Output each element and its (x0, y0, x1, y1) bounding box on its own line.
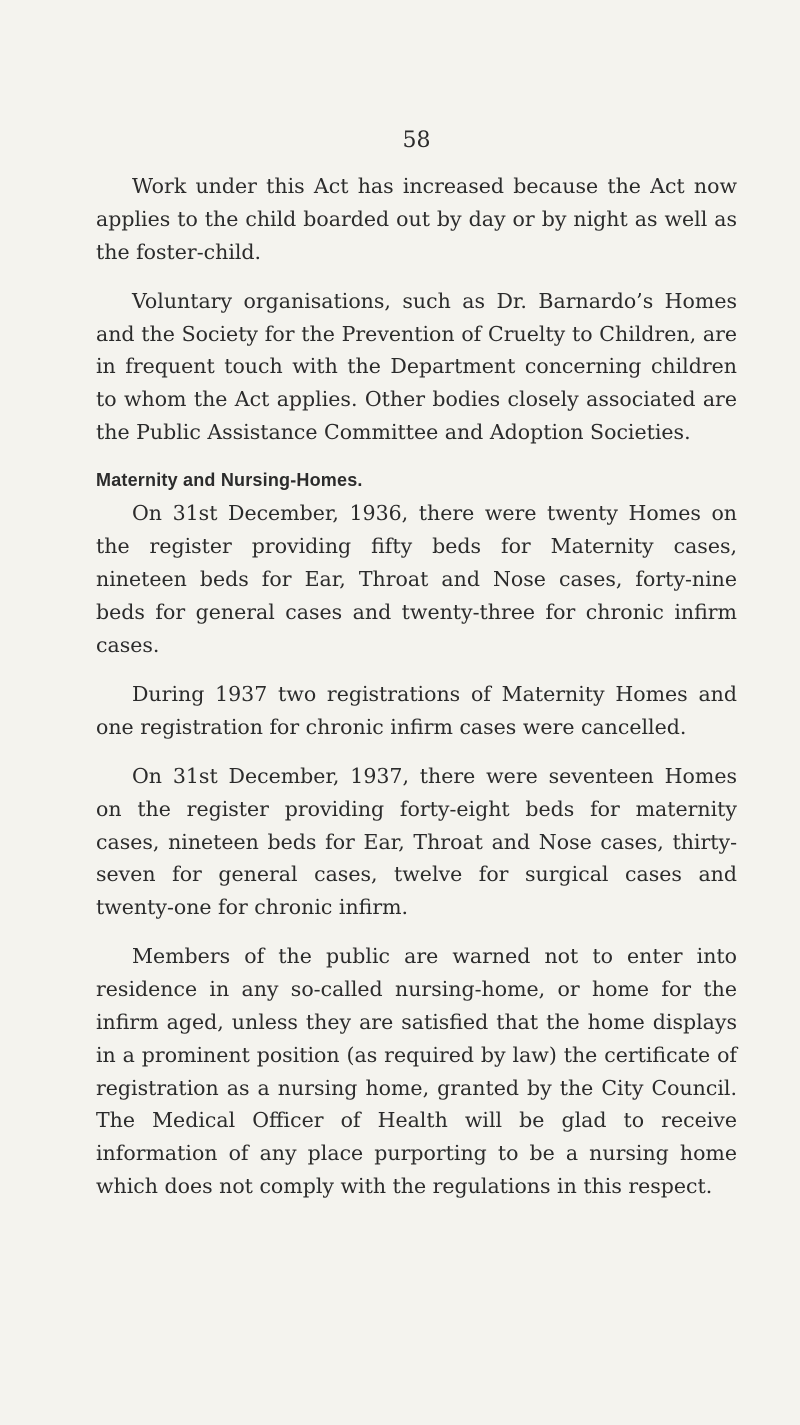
page-number: 58 (402, 128, 431, 153)
paragraph-public-warning: Members of the public are warned not to enter into residence in any so-called nursing-home, or home for the infirm aged, unless they are satisfied that the home displays in a prominent position (as required by law) the certificate of registration as a nursing home, granted by the City Council. The Medical Officer of Health will be glad to receive information of any place purporting to be a nursing home which does not comply with the regulations in this respect. (96, 944, 737, 1199)
section-heading-maternity-nursing-homes: Maternity and Nursing-Homes. (96, 470, 363, 491)
paragraph-voluntary-organisations: Voluntary organisations, such as Dr. Barnardo’s Homes and the Society for the Prevention of Cruelty to Children, are in frequent touch with the Department concerning children to whom the Act applies. Other bodies closely associated are the Public Assistance Committee and Adoption Societies. (96, 288, 737, 445)
paragraph-register-1936: On 31st December, 1936, there were twenty Homes on the register providing fifty beds for Maternity cases, nineteen beds for Ear, Throat and Nose cases, forty-nine beds for general cases and twenty-three for chronic infirm cases. (96, 501, 737, 657)
paragraph-foster-child-work: Work under this Act has increased because the Act now applies to the child boarded out by day or by night as well as the foster-child. (96, 174, 737, 264)
body-text (96, 170, 737, 1219)
paragraph-register-1937: On 31st December, 1937, there were seventeen Homes on the register providing forty-eight beds for maternity cases, nineteen beds for Ear, Throat and Nose cases, thirty-seven for general cases, twelve for surgical cases and twenty-one for chronic infirm. (96, 763, 737, 920)
paragraph-cancellations-1937: During 1937 two registrations of Maternity Homes and one registration for chronic infirm cases were cancelled. (96, 681, 737, 739)
